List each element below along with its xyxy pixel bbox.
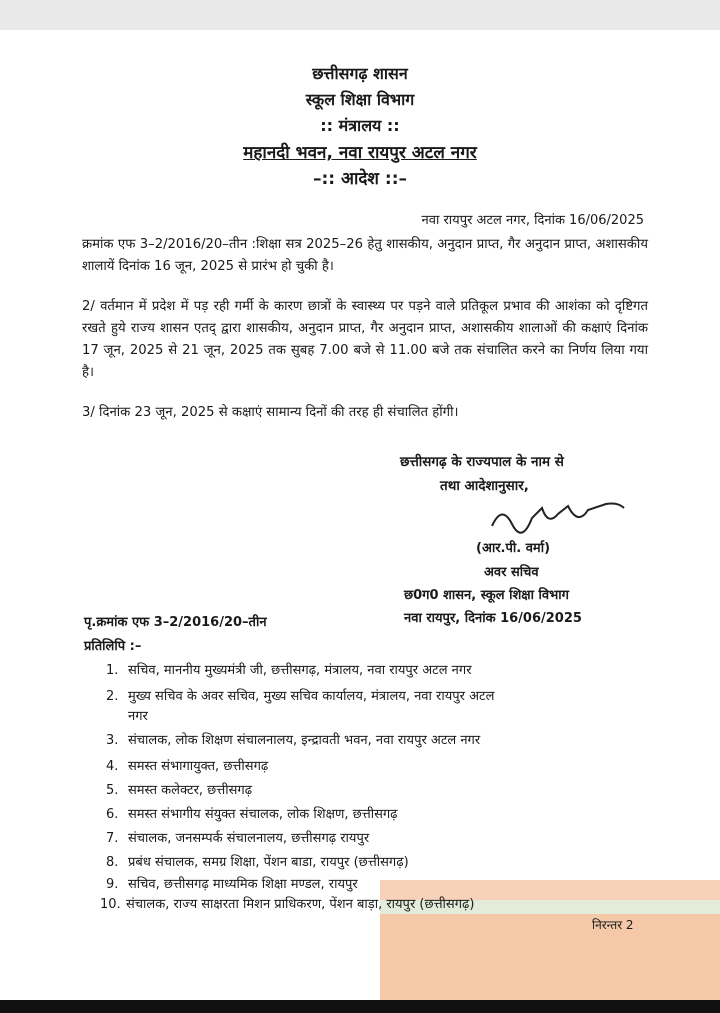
header-order-title: –:: आदेश ::– (313, 169, 407, 189)
handwritten-signature (488, 496, 628, 542)
signature-authority: छत्तीसगढ़ के राज्यपाल के नाम से (400, 454, 564, 470)
list-item: 3. संचालक, लोक शिक्षण संचालनालय, इन्द्रावती भवन, नवा रायपुर अटल नगर (106, 733, 481, 748)
list-item: 7. संचालक, जनसम्पर्क संचालनालय, छत्तीसगढ़ रायपुर (106, 831, 370, 846)
list-item-continued: नगर (128, 709, 148, 724)
paragraph-3: 3/ दिनांक 23 जून, 2025 से कक्षाएं सामान्य दिनों की तरह ही संचालित होंगी। (82, 405, 459, 420)
list-item: 5. समस्त कलेक्टर, छत्तीसगढ़ (106, 783, 253, 798)
paragraph-2: 2/ वर्तमान में प्रदेश में पड़ रही गर्मी के कारण छात्रों के स्वास्थ्य पर पड़ने वाले प्रतिकूल प्रभाव की आशंका को दृष्टिगत रखते हुये राज्य शासन एतद् द्वारा शासकीय, अनुदान प्राप्त, गैर अनुदान प्राप्त, अशासकीय शालाओं की कक्षाएं दिनांक 17 जून, 2025 से 21 जून, 2025 तक सुबह 7.00 बजे से 11.00 बजे तक संचालित करने का निर्णय लिया गया है। (82, 299, 648, 380)
header-government: छत्तीसगढ़ शासन (312, 64, 408, 83)
copy-to-label: प्रतिलिपि :– (84, 639, 142, 654)
list-item: 8. प्रबंध संचालक, समग्र शिक्षा, पेंशन बाडा, रायपुर (छत्तीसगढ़) (106, 855, 409, 870)
header-address: महानदी भवन, नवा रायपुर अटल नगर (243, 143, 477, 163)
header-department: स्कूल शिक्षा विभाग (305, 90, 415, 109)
watermark-block (380, 914, 720, 1004)
list-item: 1. सचिव, माननीय मुख्यमंत्री जी, छत्तीसगढ़, मंत्रालय, नवा रायपुर अटल नगर (106, 663, 472, 678)
scan-top-margin (0, 0, 720, 30)
endorsement-number: पृ.क्रमांक एफ 3–2/2016/20–तीन (84, 615, 267, 630)
signatory-name: (आर.पी. वर्मा) (476, 541, 551, 556)
list-item: 2. मुख्य सचिव के अवर सचिव, मुख्य सचिव कार्यालय, मंत्रालय, नवा रायपुर अटल (106, 689, 495, 704)
list-item: 6. समस्त संभागीय संयुक्त संचालक, लोक शिक्षण, छत्तीसगढ़ (106, 807, 398, 822)
list-item: 10. संचालक, राज्य साक्षरता मिशन प्राधिकरण, पेंशन बाड़ा, रायपुर (छत्तीसगढ़) (100, 897, 475, 912)
place-date: नवा रायपुर अटल नगर, दिनांक 16/06/2025 (421, 213, 644, 228)
paragraph-1: क्रमांक एफ 3–2/2016/20–तीन :शिक्षा सत्र 2025–26 हेतु शासकीय, अनुदान प्राप्त, गैर अनुदान प्राप्त, अशासकीय शालायें दिनांक 16 जून, 2025 से प्रारंभ हो चुकी है। (82, 237, 648, 274)
endorsement-date: नवा रायपुर, दिनांक 16/06/2025 (404, 611, 582, 626)
list-item: 4. समस्त संभागायुक्त, छत्तीसगढ़ (106, 759, 269, 774)
signatory-designation: अवर सचिव (484, 565, 539, 580)
header-ministry: :: मंत्रालय :: (320, 116, 400, 135)
continued-note: निरन्तर 2 (592, 918, 634, 932)
scan-bottom-edge (0, 1000, 720, 1013)
signatory-department: छ0ग0 शासन, स्कूल शिक्षा विभाग (404, 588, 569, 603)
signature-order-note: तथा आदेशानुसार, (440, 478, 529, 494)
list-item: 9. सचिव, छत्तीसगढ़ माध्यमिक शिक्षा मण्डल, रायपुर (106, 877, 358, 892)
